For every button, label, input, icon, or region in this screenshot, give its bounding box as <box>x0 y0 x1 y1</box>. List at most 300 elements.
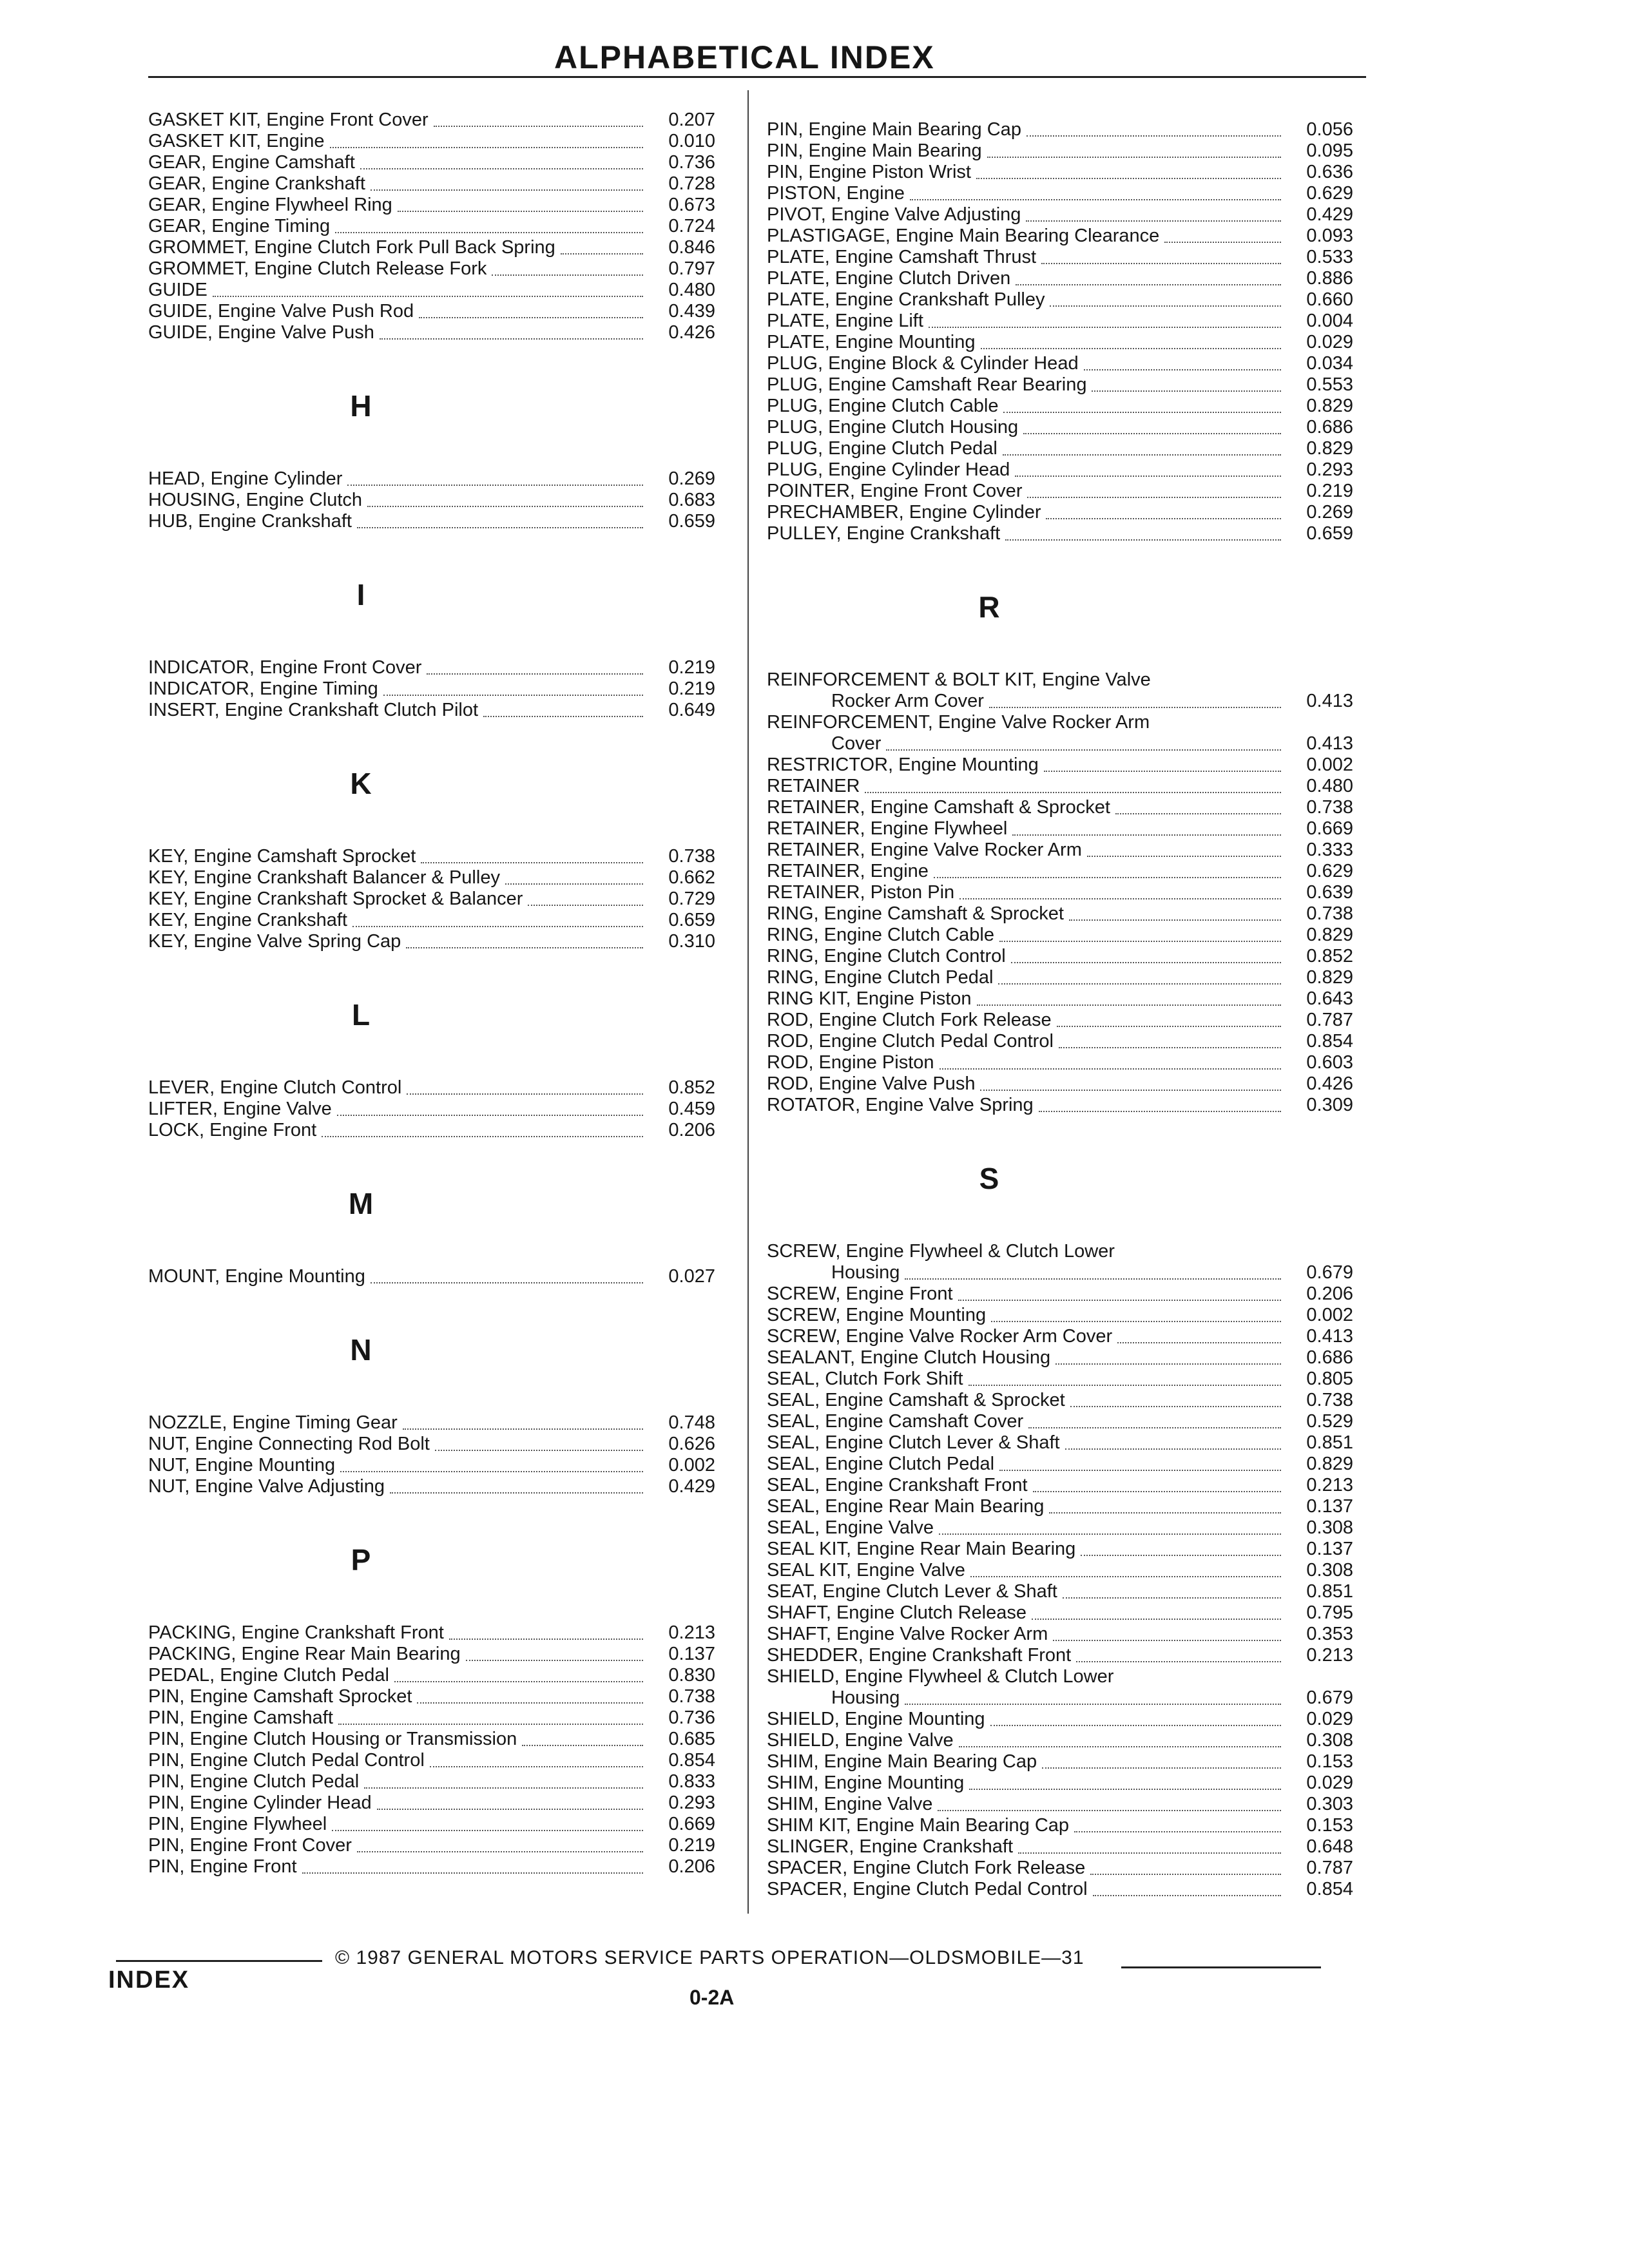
entry-name: PIN, Engine Front <box>148 1856 297 1877</box>
dot-leader <box>1087 855 1281 857</box>
dot-leader <box>1012 834 1281 836</box>
entry-page: 0.724 <box>668 216 715 236</box>
entry-name: SEAL KIT, Engine Rear Main Bearing <box>767 1539 1076 1559</box>
entry-name: SHIELD, Engine Valve <box>767 1730 954 1751</box>
entry-name: PRECHAMBER, Engine Cylinder <box>767 502 1041 523</box>
entry-name: PACKING, Engine Crankshaft Front <box>148 1622 444 1643</box>
index-entry <box>148 1120 715 1141</box>
entry-page: 0.748 <box>668 1412 715 1433</box>
dot-leader <box>1070 1405 1281 1407</box>
entry-name: SEAL, Engine Crankshaft Front <box>767 1475 1028 1495</box>
entry-page: 0.533 <box>1306 247 1353 267</box>
index-entry <box>148 1729 715 1750</box>
index-entry <box>767 776 1353 797</box>
dot-leader <box>1044 770 1281 772</box>
entry-name: PIVOT, Engine Valve Adjusting <box>767 204 1021 225</box>
dot-leader <box>340 1470 643 1472</box>
footer-rule-left <box>116 1960 322 1962</box>
entry-name: SEAL, Engine Camshaft Cover <box>767 1411 1024 1432</box>
entry-name: PLUG, Engine Clutch Pedal <box>767 438 998 459</box>
index-entry <box>767 119 1353 140</box>
entry-page: 0.293 <box>668 1792 715 1813</box>
dot-leader <box>970 1575 1281 1577</box>
index-entry <box>767 268 1353 289</box>
dot-leader <box>377 1808 643 1810</box>
dot-leader <box>213 295 643 297</box>
entry-page: 0.002 <box>1306 754 1353 775</box>
dot-leader <box>1033 1490 1281 1492</box>
entry-name: SCREW, Engine Valve Rocker Arm Cover <box>767 1326 1113 1347</box>
entry-page: 0.787 <box>1306 1858 1353 1878</box>
index-entry <box>767 669 1353 712</box>
index-entry <box>148 1856 715 1878</box>
index-entry <box>767 861 1353 882</box>
dot-leader <box>1018 1852 1281 1854</box>
section-letter: L <box>351 998 371 1032</box>
index-entry <box>767 162 1353 183</box>
entry-name: REINFORCEMENT & BOLT KIT, Engine Valve <box>767 669 1151 690</box>
entry-name: PIN, Engine Camshaft <box>148 1707 333 1728</box>
dot-leader <box>421 861 643 863</box>
entry-name: POINTER, Engine Front Cover <box>767 481 1023 501</box>
dot-leader <box>1027 496 1281 498</box>
entry-name: PLATE, Engine Mounting <box>767 332 976 352</box>
index-entry <box>767 1602 1353 1624</box>
dot-leader <box>371 1282 643 1283</box>
entry-name: KEY, Engine Valve Spring Cap <box>148 931 401 952</box>
dot-leader <box>380 338 643 340</box>
entry-name: PLUG, Engine Block & Cylinder Head <box>767 353 1079 374</box>
dot-leader <box>492 274 643 276</box>
entry-page: 0.207 <box>668 110 715 130</box>
dot-leader <box>407 1093 643 1095</box>
entry-page: 0.213 <box>1306 1645 1353 1666</box>
entry-page: 0.310 <box>668 931 715 952</box>
index-entry <box>148 1686 715 1707</box>
dot-leader <box>434 125 643 127</box>
entry-page: 0.029 <box>1306 1709 1353 1729</box>
index-entry <box>767 1411 1353 1432</box>
entry-name: SEAT, Engine Clutch Lever & Shaft <box>767 1581 1057 1602</box>
entry-page: 0.830 <box>668 1665 715 1686</box>
entry-name: PLATE, Engine Camshaft Thrust <box>767 247 1037 267</box>
index-entry <box>767 1369 1353 1390</box>
dot-leader <box>1069 919 1281 921</box>
dot-leader <box>1115 812 1281 814</box>
entry-page: 0.679 <box>1306 1687 1353 1708</box>
entry-name: PLATE, Engine Lift <box>767 311 923 331</box>
dot-leader <box>999 1469 1281 1471</box>
dot-leader <box>1084 369 1281 370</box>
entry-page: 0.219 <box>1306 481 1353 501</box>
index-entry <box>148 1644 715 1665</box>
index-entry <box>767 1496 1353 1517</box>
entry-page: 0.886 <box>1306 268 1353 289</box>
entry-name-continued: Cover <box>831 733 882 754</box>
index-entry <box>767 882 1353 903</box>
index-entry <box>148 1622 715 1644</box>
dot-leader <box>959 1745 1281 1747</box>
entry-name: GEAR, Engine Timing <box>148 216 331 236</box>
section-letter: H <box>350 389 372 423</box>
entry-name: PACKING, Engine Rear Main Bearing <box>148 1644 461 1664</box>
section-letter: P <box>351 1543 371 1577</box>
entry-name: PLASTIGAGE, Engine Main Bearing Clearance <box>767 226 1160 246</box>
entry-name: HOUSING, Engine Clutch <box>148 490 363 510</box>
entry-page: 0.213 <box>668 1622 715 1643</box>
dot-leader <box>910 198 1281 200</box>
entry-name: KEY, Engine Crankshaft Sprocket & Balancer <box>148 889 523 909</box>
entry-name: ROD, Engine Piston <box>767 1052 934 1073</box>
dot-leader <box>1057 1025 1281 1027</box>
entry-name: PIN, Engine Piston Wrist <box>767 162 971 182</box>
index-entry <box>767 797 1353 818</box>
index-entry <box>767 1794 1353 1815</box>
entry-name: SEALANT, Engine Clutch Housing <box>767 1347 1051 1368</box>
dot-leader <box>969 1788 1281 1790</box>
entry-page: 0.643 <box>1306 988 1353 1009</box>
entry-name: SHIM, Engine Valve <box>767 1794 933 1814</box>
index-entry <box>148 152 715 173</box>
entry-page: 0.308 <box>1306 1730 1353 1751</box>
dot-leader <box>987 156 1281 158</box>
section-letter: M <box>348 1187 374 1220</box>
entry-name: RETAINER <box>767 776 860 796</box>
entry-page: 0.673 <box>668 195 715 215</box>
entry-name-continued: Housing <box>831 1687 900 1708</box>
index-entry <box>148 110 715 131</box>
index-entry <box>148 1455 715 1476</box>
dot-leader <box>337 1114 643 1116</box>
entry-page: 0.639 <box>1306 882 1353 903</box>
dot-leader <box>1076 1660 1281 1662</box>
entry-page: 0.206 <box>668 1120 715 1140</box>
entry-page: 0.029 <box>1306 332 1353 352</box>
entry-name: GASKET KIT, Engine <box>148 131 325 151</box>
index-entry <box>148 511 715 532</box>
index-entry <box>767 1326 1353 1347</box>
dot-leader <box>980 1089 1281 1091</box>
entry-page: 0.852 <box>1306 946 1353 966</box>
index-entry <box>148 322 715 343</box>
index-entry <box>767 818 1353 840</box>
entry-name: KEY, Engine Crankshaft <box>148 910 347 930</box>
entry-name: RING KIT, Engine Piston <box>767 988 972 1009</box>
index-entry <box>767 226 1353 247</box>
dot-leader <box>561 253 643 255</box>
page-title: ALPHABETICAL INDEX <box>554 39 935 75</box>
entry-name-continued: Housing <box>831 1262 900 1283</box>
entry-page: 0.029 <box>1306 1773 1353 1793</box>
entry-name: PIN, Engine Main Bearing Cap <box>767 119 1021 140</box>
index-entry <box>767 1645 1353 1666</box>
index-entry <box>767 1730 1353 1751</box>
dot-leader <box>419 316 643 318</box>
dot-leader <box>383 694 643 696</box>
dot-leader <box>886 749 1281 751</box>
entry-name: LOCK, Engine Front <box>148 1120 317 1140</box>
section-letter: N <box>350 1333 372 1367</box>
entry-name: GUIDE, Engine Valve Push Rod <box>148 301 414 322</box>
entry-name: RETAINER, Engine Flywheel <box>767 818 1008 839</box>
entry-page: 0.213 <box>1306 1475 1353 1495</box>
dot-leader <box>302 1872 644 1874</box>
dot-leader <box>367 505 643 507</box>
dot-leader <box>1090 1873 1281 1875</box>
entry-name: SHIM KIT, Engine Main Bearing Cap <box>767 1815 1070 1836</box>
dot-leader <box>357 1850 643 1852</box>
index-entry <box>148 490 715 511</box>
entry-page: 0.426 <box>1306 1073 1353 1094</box>
dot-leader <box>505 883 643 885</box>
dot-leader <box>403 1428 643 1430</box>
entry-name: RETAINER, Engine Valve Rocker Arm <box>767 840 1082 860</box>
dot-leader <box>357 526 643 528</box>
entry-page: 0.137 <box>1306 1496 1353 1517</box>
dot-leader <box>991 1320 1281 1322</box>
index-entry <box>148 1266 715 1287</box>
dot-leader <box>322 1135 643 1137</box>
dot-leader <box>1023 432 1281 434</box>
index-entry <box>767 523 1353 544</box>
dot-leader <box>1041 262 1281 264</box>
entry-name: GROMMET, Engine Clutch Release Fork <box>148 258 487 279</box>
entry-name: INDICATOR, Engine Front Cover <box>148 657 422 678</box>
index-entry <box>148 1835 715 1856</box>
entry-name: ROD, Engine Clutch Pedal Control <box>767 1031 1054 1052</box>
dot-leader <box>483 715 643 717</box>
entry-name: SEAL, Engine Camshaft & Sprocket <box>767 1390 1065 1410</box>
entry-name: INSERT, Engine Crankshaft Clutch Pilot <box>148 700 479 720</box>
entry-name: GEAR, Engine Camshaft <box>148 152 355 173</box>
entry-name: LEVER, Engine Clutch Control <box>148 1077 402 1098</box>
entry-name: PLUG, Engine Cylinder Head <box>767 459 1010 480</box>
index-entry <box>148 237 715 258</box>
index-entry <box>767 311 1353 332</box>
entry-page: 0.738 <box>668 1686 715 1707</box>
index-entry <box>767 396 1353 417</box>
index-entry <box>767 967 1353 988</box>
entry-page: 0.854 <box>1306 1031 1353 1052</box>
entry-page: 0.303 <box>1306 1794 1353 1814</box>
entry-name: HEAD, Engine Cylinder <box>148 468 343 489</box>
entry-page: 0.852 <box>668 1077 715 1098</box>
entry-name: PIN, Engine Clutch Pedal <box>148 1771 360 1792</box>
entry-name: SCREW, Engine Flywheel & Clutch Lower <box>767 1241 1115 1262</box>
index-entry <box>148 657 715 678</box>
entry-name: HUB, Engine Crankshaft <box>148 511 352 532</box>
index-entry <box>767 353 1353 374</box>
dot-leader <box>981 347 1282 349</box>
dot-leader <box>1063 1597 1281 1599</box>
entry-page: 0.153 <box>1306 1751 1353 1772</box>
dot-leader <box>1016 284 1281 285</box>
entry-name: SHIM, Engine Mounting <box>767 1773 965 1793</box>
index-entry <box>148 867 715 889</box>
entry-page: 0.738 <box>1306 903 1353 924</box>
dot-leader <box>1050 305 1281 307</box>
entry-page: 0.854 <box>668 1750 715 1771</box>
dot-leader <box>939 1533 1281 1535</box>
entry-page: 0.659 <box>1306 523 1353 544</box>
index-entry <box>767 1773 1353 1794</box>
title-rule <box>148 76 1366 78</box>
entry-page: 0.529 <box>1306 1411 1353 1432</box>
dot-leader <box>427 673 643 675</box>
entry-name: INDICATOR, Engine Timing <box>148 678 378 699</box>
dot-leader <box>347 484 643 486</box>
entry-page: 0.034 <box>1306 353 1353 374</box>
entry-page: 0.027 <box>668 1266 715 1287</box>
entry-page: 0.480 <box>668 280 715 300</box>
entry-name: MOUNT, Engine Mounting <box>148 1266 365 1287</box>
dot-leader <box>959 898 1281 899</box>
entry-name: SEAL, Engine Clutch Pedal <box>767 1454 995 1474</box>
entry-page: 0.413 <box>1306 733 1353 754</box>
entry-name: LIFTER, Engine Valve <box>148 1099 332 1119</box>
entry-page: 0.206 <box>1306 1283 1353 1304</box>
entry-page: 0.686 <box>1306 1347 1353 1368</box>
index-entry <box>767 1095 1353 1116</box>
entry-page: 0.219 <box>668 678 715 699</box>
index-entry <box>148 910 715 931</box>
entry-name: PLUG, Engine Camshaft Rear Bearing <box>767 374 1087 395</box>
entry-name: SHEDDER, Engine Crankshaft Front <box>767 1645 1072 1666</box>
entry-page: 0.851 <box>1306 1432 1353 1453</box>
entry-page: 0.308 <box>1306 1517 1353 1538</box>
entry-page: 0.669 <box>668 1814 715 1834</box>
entry-page: 0.795 <box>1306 1602 1353 1623</box>
dot-leader <box>466 1659 643 1661</box>
entry-page: 0.679 <box>1306 1262 1353 1283</box>
index-entry <box>148 1814 715 1835</box>
entry-page: 0.683 <box>668 490 715 510</box>
index-entry <box>767 1432 1353 1454</box>
dot-leader <box>969 1384 1281 1386</box>
dot-leader <box>335 231 643 233</box>
index-entry <box>767 1815 1353 1836</box>
entry-name: PEDAL, Engine Clutch Pedal <box>148 1665 389 1686</box>
entry-name: NOZZLE, Engine Timing Gear <box>148 1412 398 1433</box>
dot-leader <box>1005 539 1281 541</box>
entry-page: 0.829 <box>1306 967 1353 988</box>
entry-page: 0.429 <box>1306 204 1353 225</box>
index-entry <box>767 903 1353 925</box>
entry-page: 0.649 <box>668 700 715 720</box>
entry-page: 0.659 <box>668 910 715 930</box>
dot-leader <box>865 791 1281 793</box>
entry-page: 0.426 <box>668 322 715 343</box>
entry-name: SEAL KIT, Engine Valve <box>767 1560 965 1581</box>
dot-leader <box>1164 241 1281 243</box>
entry-page: 0.736 <box>668 152 715 173</box>
index-entry <box>148 216 715 237</box>
entry-page: 0.626 <box>668 1434 715 1454</box>
footer-section-label: INDEX <box>108 1966 190 1994</box>
index-entry <box>148 301 715 322</box>
index-entry <box>148 1434 715 1455</box>
dot-leader <box>352 925 643 927</box>
index-entry <box>767 1031 1353 1052</box>
entry-name: SHAFT, Engine Valve Rocker Arm <box>767 1624 1048 1644</box>
index-entry <box>767 712 1353 754</box>
index-entry <box>148 1771 715 1792</box>
dot-leader <box>1049 1512 1281 1514</box>
entry-page: 0.353 <box>1306 1624 1353 1644</box>
index-entry <box>767 1624 1353 1645</box>
entry-name: NUT, Engine Connecting Rod Bolt <box>148 1434 430 1454</box>
entry-name: SEAL, Engine Rear Main Bearing <box>767 1496 1045 1517</box>
entry-page: 0.829 <box>1306 925 1353 945</box>
entry-page: 0.805 <box>1306 1369 1353 1389</box>
index-entry <box>767 840 1353 861</box>
index-entry <box>148 1792 715 1814</box>
index-entry <box>148 846 715 867</box>
column-divider <box>747 90 749 1914</box>
entry-name: PLUG, Engine Clutch Cable <box>767 396 999 416</box>
entry-name: SPACER, Engine Clutch Pedal Control <box>767 1879 1088 1899</box>
index-entry <box>148 931 715 952</box>
index-entry <box>767 1010 1353 1031</box>
dot-leader <box>1074 1831 1281 1832</box>
dot-leader <box>528 904 643 906</box>
dot-leader <box>398 210 643 212</box>
index-entry <box>148 131 715 152</box>
entry-page: 0.293 <box>1306 459 1353 480</box>
entry-name: PIN, Engine Flywheel <box>148 1814 327 1834</box>
index-entry <box>767 332 1353 353</box>
index-entry <box>767 1305 1353 1326</box>
entry-page: 0.685 <box>668 1729 715 1749</box>
dot-leader <box>1028 1427 1281 1428</box>
index-entry <box>767 1283 1353 1305</box>
entry-name: PIN, Engine Clutch Housing or Transmission <box>148 1729 517 1749</box>
dot-leader <box>1081 1554 1281 1556</box>
entry-name: SEAL, Engine Valve <box>767 1517 934 1538</box>
dot-leader <box>522 1744 643 1746</box>
entry-name: SLINGER, Engine Crankshaft <box>767 1836 1014 1857</box>
entry-page: 0.851 <box>1306 1581 1353 1602</box>
dot-leader <box>934 876 1281 878</box>
index-entry <box>148 280 715 301</box>
entry-page: 0.002 <box>1306 1305 1353 1325</box>
index-entry <box>148 1665 715 1686</box>
index-entry <box>148 173 715 195</box>
entry-page: 0.137 <box>668 1644 715 1664</box>
dot-leader <box>940 1068 1281 1070</box>
dot-leader <box>1039 1110 1281 1112</box>
dot-leader <box>360 168 643 169</box>
entry-name: PIN, Engine Clutch Pedal Control <box>148 1750 425 1771</box>
right-index-column <box>767 119 1353 1900</box>
entry-name: PLATE, Engine Crankshaft Pulley <box>767 289 1045 310</box>
dot-leader <box>332 1829 643 1831</box>
entry-page: 0.219 <box>668 1835 715 1856</box>
section-letter: R <box>978 590 1000 624</box>
entry-name: RESTRICTOR, Engine Mounting <box>767 754 1039 775</box>
index-entry <box>767 1052 1353 1073</box>
footer-rule-right <box>1121 1966 1321 1968</box>
dot-leader <box>394 1680 643 1682</box>
entry-name: PLUG, Engine Clutch Housing <box>767 417 1019 437</box>
index-entry <box>767 1517 1353 1539</box>
footer-copyright: © 1987 GENERAL MOTORS SERVICE PARTS OPERATION—OLDSMOBILE—31 <box>335 1947 1084 1968</box>
index-entry <box>767 1709 1353 1730</box>
index-entry <box>767 946 1353 967</box>
entry-name: KEY, Engine Camshaft Sprocket <box>148 846 416 867</box>
entry-page: 0.308 <box>1306 1560 1353 1581</box>
dot-leader <box>1092 390 1281 392</box>
